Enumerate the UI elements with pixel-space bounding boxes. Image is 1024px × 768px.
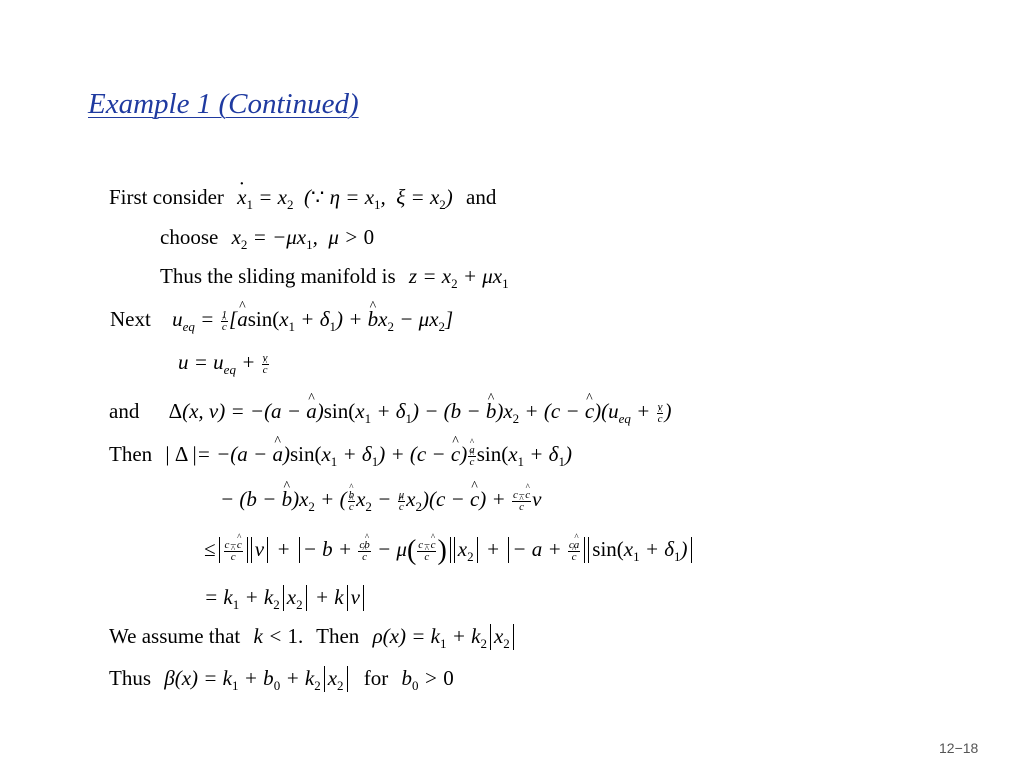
- line-then-cont: [220, 485, 541, 521]
- eq-b0: $b_0 > 0$: [401, 666, 454, 693]
- eq-beta: $\beta(x) = k_1 + b_0 + k_2$ $x_2$: [164, 666, 350, 690]
- then2-label: Then: [316, 624, 360, 648]
- eq-ueq: $u_{eq}$ = 1 ^ c [^ $asin(x_1 + \delta_1)$ + ^ $bx_2 - \mu x_2$]: [172, 307, 453, 331]
- eq-bound: ≤ c−^ c ^ c v + − b + c^ b ^ c − μ( c−^ c ^ c ) $x_2$ + − a + c^ a ^ c $\sin(x_1 + \delta_1)$: [204, 537, 695, 561]
- eq-k: = $k_1 + k_2$ $x_2 + k$ v: [204, 585, 367, 609]
- first-consider-label: First consider: [109, 185, 224, 209]
- line-first-consider: [109, 183, 496, 219]
- and-label: and: [466, 185, 497, 209]
- line-then: [109, 440, 572, 476]
- thus-label: Thus: [109, 666, 151, 690]
- page-number: 12−18: [939, 740, 979, 756]
- line-next: [110, 305, 453, 341]
- line-assume: [109, 622, 517, 658]
- eq-manifold: $z = x_2 + \mu x_1$: [408, 264, 509, 291]
- line-sliding-manifold: [160, 262, 509, 298]
- line-choose: [160, 223, 374, 259]
- slide-title: Example 1 (Continued): [88, 88, 359, 120]
- eq-abs-delta: | Δ |= −(a − ^ $a)\sin(x_1 + \delta_1) + (c$ − ^ c) ^ a ^ c $\sin(x_1 + \delta_1)$: [165, 442, 572, 466]
- eq-choose: $x_2 = -\mu x_1$, μ > 0: [231, 225, 375, 252]
- we-assume-label: We assume that: [109, 624, 241, 648]
- line-k-bound: [204, 583, 367, 619]
- eq-xdot: · $x_1 = x_2$ (∵ $\eta = x_1$, $\xi = x_2$): [237, 185, 453, 209]
- line-delta: [109, 397, 671, 433]
- eq-abs-delta-cont: − (b − ^ $b)x_2$ + ( ^ b ^ c $x_2$ − μ ^ c $x_2)(c$ − ^ c) + c−^ c ^ c v: [220, 487, 541, 511]
- and2-label: and: [109, 399, 140, 423]
- eq-u: $u = u_{eq}$ + v ^ c: [178, 350, 270, 374]
- for-label: for: [363, 666, 389, 690]
- eq-k-lt-1: k < 1.: [253, 624, 304, 648]
- choose-label: choose: [160, 225, 219, 249]
- eq-rho: $\rho(x) = k_1 + k_2$ $x_2$: [373, 624, 517, 648]
- line-beta: [109, 664, 454, 700]
- eq-delta: Δ(x, v) = −(a − ^ $a)\sin(x_1 + \delta_1) - (b$ − ^ $b)x_2 + (c$ − ^ $c)(u_{eq}$ + v ^ c ): [169, 399, 672, 423]
- next-label: Next: [110, 307, 151, 331]
- then-label: Then: [109, 442, 153, 466]
- thus-sliding-label: Thus the sliding manifold is: [160, 264, 396, 288]
- line-inequality: [204, 535, 695, 571]
- line-u: [178, 348, 270, 384]
